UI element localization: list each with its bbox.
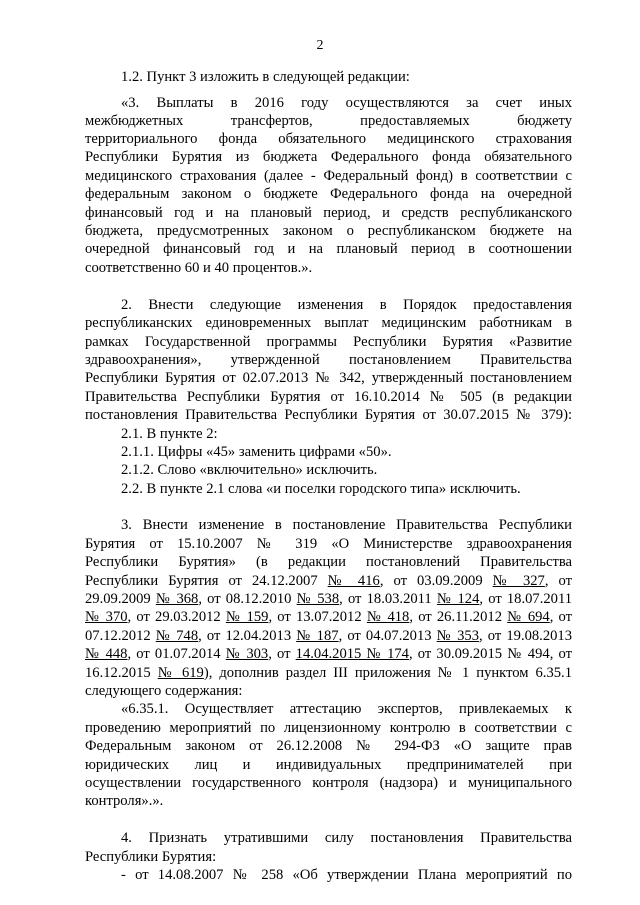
text-line: «3. Выплаты в 2016 году осуществляются за счет иных	[121, 95, 572, 111]
text-line: 2.1.1. Цифры «45» заменить цифрами «50».	[121, 444, 392, 460]
text-line: осуществлении государственного контроля (надзора) и муниципального	[85, 775, 572, 791]
text-line: здравоохранения», утвержденной постановлением Правительства	[85, 352, 572, 368]
text-line: 3. Внести изменение в постановление Правительства Республики	[121, 517, 572, 533]
text-line: проведению мероприятий по лицензионному контролю в соответствии с	[85, 720, 572, 736]
page-number: 2	[316, 38, 324, 53]
text-line: Республики Бурятия от 24.12.2007 № 416, от 03.09.2009 № 327, от	[85, 573, 573, 589]
text-line: федеральным законом о бюджете Федерального фонда на очередной	[85, 186, 572, 202]
text-line: следующего содержания:	[85, 683, 243, 699]
text-line: 1.2. Пункт 3 изложить в следующей редакции:	[121, 69, 410, 85]
text-line: рамках Государственной программы Республики Бурятия «Развитие	[85, 334, 572, 350]
text-line: медицинского страхования (далее - Федеральный фонд) в соответствии с	[85, 168, 572, 184]
text-line: республиканских единовременных выплат медицинским работникам в	[85, 315, 572, 331]
text-line: 2.2. В пункте 2.1 слова «и поселки городского типа» исключить.	[121, 481, 521, 497]
text-line: Правительства Республики Бурятия от 16.10.2014 № 505 (в редакции	[85, 389, 572, 405]
text-line: 29.09.2009 № 368, от 08.12.2010 № 538, от 18.03.2011 № 124, от 18.07.2011	[85, 591, 572, 607]
text-line: 07.12.2012 № 748, от 12.04.2013 № 187, от 04.07.2013 № 353, от 19.08.2013	[85, 628, 573, 644]
text-line: 2.1.2. Слово «включительно» исключить.	[121, 462, 378, 478]
text-line: № 370, от 29.03.2012 № 159, от 13.07.2012 № 418, от 26.11.2012 № 694, от	[85, 609, 573, 625]
text-line: Бурятия от 15.10.2007 № 319 «О Министерстве здравоохранения	[85, 536, 572, 552]
text-line: Федеральным законом от 26.12.2008 № 294-ФЗ «О защите прав	[85, 738, 572, 754]
text-line: 16.12.2015 № 619), дополнив раздел III приложения № 1 пунктом 6.35.1	[85, 665, 572, 681]
text-line: 4. Признать утратившими силу постановления Правительства	[121, 830, 572, 846]
text-line: финансовый год и на плановый период, и средств республиканского	[85, 205, 572, 221]
text-line: Республики Бурятия из бюджета Федерального фонда обязательного	[85, 149, 572, 165]
text-line: юридических лиц и индивидуальных предпринимателей при	[85, 757, 572, 773]
text-line: 2. Внести следующие изменения в Порядок предоставления	[121, 297, 572, 313]
text-line: очередной финансовый год и на плановый период в соотношении	[85, 241, 572, 257]
text-line: контроля».».	[85, 793, 164, 809]
text-line: соответственно 60 и 40 процентов.».	[85, 260, 313, 276]
text-line: Республики Бурятия» (в редакции постановлений Правительства	[85, 554, 572, 570]
text-line: № 448, от 01.07.2014 № 303, от 14.04.2015 № 174, от 30.09.2015 № 494, от	[85, 646, 572, 662]
text-line: 2.1. В пункте 2:	[121, 426, 218, 442]
text-line: Республики Бурятия от 02.07.2013 № 342, утвержденный постановлением	[85, 370, 572, 386]
text-line: межбюджетных трансфертов, предоставляемых бюджету	[85, 113, 572, 129]
text-line: - от 14.08.2007 № 258 «Об утверждении Плана мероприятий по	[121, 867, 572, 883]
text-line: Республики Бурятия:	[85, 849, 217, 865]
text-line: постановления Правительства Республики Бурятия от 30.07.2015 № 379):	[85, 407, 572, 423]
text-line: бюджета, предусмотренных законом о республиканском бюджете на	[85, 223, 572, 239]
text-line: территориального фонда обязательного медицинского страхования	[85, 131, 572, 147]
text-line: «6.35.1. Осуществляет аттестацию экспертов, привлекаемых к	[121, 701, 572, 717]
